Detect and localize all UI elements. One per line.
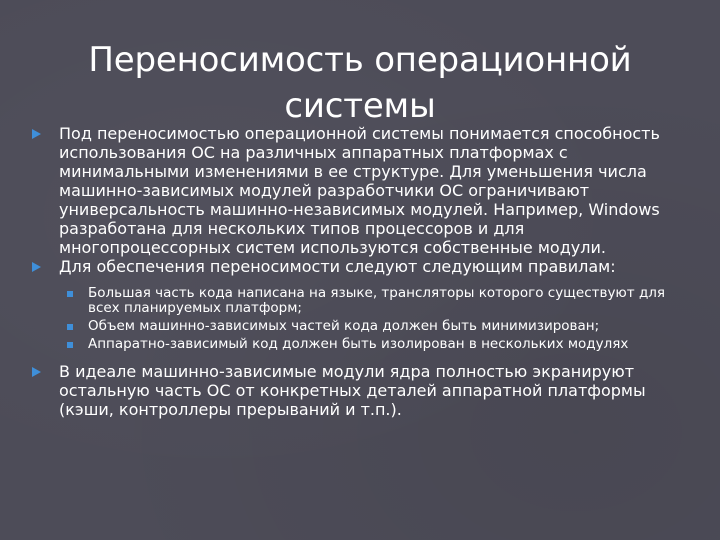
square-bullet-icon — [67, 291, 73, 297]
slide-title — [40, 37, 680, 129]
triangle-bullet-icon — [32, 367, 41, 377]
sub-bullet-list — [59, 286, 700, 352]
sub-bullet-item — [59, 319, 700, 334]
sub-bullet-text: Объем машинно-зависимых частей кода должен быть минимизирован; — [88, 318, 600, 334]
sub-bullet-item — [59, 337, 700, 352]
triangle-bullet-icon — [32, 129, 41, 139]
sub-bullet-text: Аппаратно-зависимый код должен быть изолирован в нескольких модулях — [88, 336, 629, 352]
bullet-text: Для обеспечения переносимости следуют следующим правилам: — [59, 257, 616, 276]
bullet-item — [30, 257, 700, 276]
slide-title-line-2: системы — [284, 85, 436, 126]
bullet-text: В идеале машинно-зависимые модули ядра полностью экранируют остальную часть ОС от конкретных деталей аппаратной платформы (кэши, контроллеры прерываний и т.п.). — [59, 362, 646, 419]
bullet-item — [30, 124, 700, 257]
square-bullet-icon — [67, 342, 73, 348]
bullet-text: Под переносимостью операционной системы понимается способность использования ОС на различных аппаратных платформах с минимальными изменениями в ее структуре. Для уменьшения числа машинно-зависимых модулей разработчики ОС ограничивают универсальность машинно-независимых модулей. Например, Windows разработана для нескольких типов процессоров и для многопроцессорных систем используются собственные модули. — [59, 124, 660, 257]
sub-bullet-item — [59, 286, 700, 316]
square-bullet-icon — [67, 324, 73, 330]
slide-content — [30, 124, 700, 419]
sub-bullet-text: Большая часть кода написана на языке, трансляторы которого существуют для всех планируемых платформ; — [88, 285, 666, 316]
slide-title-line-1: Переносимость операционной — [88, 39, 632, 80]
triangle-bullet-icon — [32, 262, 41, 272]
bullet-item — [30, 362, 700, 419]
